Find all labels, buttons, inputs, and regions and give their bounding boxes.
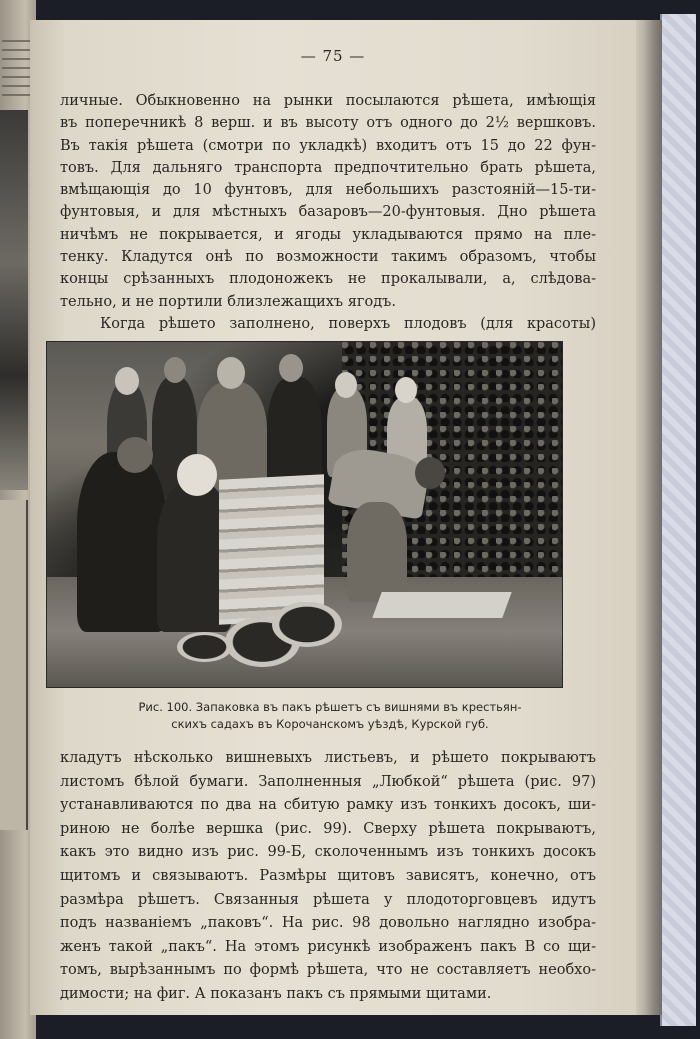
photo-person-head (395, 377, 417, 403)
photo-woman-crouching (77, 452, 167, 632)
photo-basket-cherries (272, 602, 342, 647)
left-page-drawing-fragment (0, 500, 28, 830)
photo-person-head (164, 357, 186, 383)
text-line: фунтовыя, и для мѣстныхъ базаровъ—20-фунтовыя. Дно рѣшета (60, 204, 596, 221)
text-line: кладутъ нѣсколько вишневыхъ листьевъ, и рѣшето покрываютъ (60, 750, 596, 766)
figure-photo (46, 341, 563, 688)
photo-person-head (117, 437, 153, 473)
text-line: димости; на фиг. А показанъ пакъ съ прямыми щитами. (60, 985, 492, 1002)
photo-basket (177, 632, 232, 662)
text-line: томъ, вырѣзаннымъ по формѣ рѣшета, что не составляетъ необхо- (60, 962, 596, 979)
text-line: въ поперечникѣ 8 верш. и въ высоту отъ одного до 2½ вершковъ. (60, 115, 596, 132)
book-cover-edge (660, 14, 696, 1026)
text-line: устанавливаются по два на сбитую рамку изъ тонкихъ досокъ, ши- (60, 797, 596, 814)
text-line: подъ названіемъ „паковъ“. На рис. 98 довольно наглядно изобра- (60, 915, 596, 932)
text-line: вмѣщающія до 10 фунтовъ, для небольшихъ разстояній—15-ти- (60, 182, 596, 199)
text-line: риною не болѣе вершка (рис. 99). Сверху рѣшета покрываютъ, (60, 820, 596, 837)
text-line: размѣра рѣшетъ. Связанныя рѣшета у плодоторговцевъ идутъ (60, 891, 596, 908)
text-line: листомъ бѣлой бумаги. Заполненныя „Любкой“ рѣшета (рис. 97) (60, 773, 596, 790)
book-page (30, 20, 636, 1015)
text-line: концы срѣзанныхъ плодоножекъ не прокалывали, а, слѣдова- (60, 271, 596, 288)
second-paragraph-start: Когда рѣшето заполнено, поверхъ плодовъ (для красоты) (100, 315, 596, 332)
photo-headscarf (177, 454, 217, 496)
figure-caption (70, 699, 590, 733)
text-line: ничѣмъ не покрывается, и ягоды укладываются прямо на плe- (60, 226, 596, 243)
photo-paper-sheet (372, 592, 511, 618)
photo-person-head (279, 354, 303, 382)
page-number: — 75 — (300, 47, 366, 65)
photo-person-head (335, 372, 357, 398)
bottom-paragraph (60, 747, 596, 1007)
text-line: товъ. Для дальняго транспорта предпочтительно брать рѣшета, (60, 159, 596, 176)
text-line: Въ такія рѣшета (смотри по укладкѣ) входитъ отъ 15 до 22 фун- (60, 137, 596, 154)
photo-person-head (217, 357, 245, 389)
top-paragraph (60, 90, 596, 335)
page-edges (632, 20, 662, 1015)
text-line: тенку. Кладутся онѣ по возможности такимъ образомъ, чтобы (60, 249, 596, 266)
photo-man-legs (347, 502, 407, 602)
text-line: какъ это видно изъ рис. 99-Б, сколоченнымъ изъ тонкихъ досокъ (60, 844, 596, 861)
left-page-text-fragment (2, 40, 32, 100)
text-line: тельно, и не портили близлежащихъ ягодъ. (60, 293, 396, 310)
photo-person-head (415, 457, 445, 489)
caption-line: скихъ садахъ въ Корочанскомъ уѣздѣ, Курской губ. (171, 717, 489, 731)
left-page-photo-fragment (0, 110, 28, 490)
text-line: женъ такой „пакъ“. На этомъ рисункѣ изображенъ пакъ В со щи- (60, 938, 596, 955)
text-line: щитомъ и связываютъ. Размѣры щитовъ зависятъ, конечно, отъ (60, 867, 596, 884)
photo-person-head (115, 367, 139, 395)
text-line: личные. Обыкновенно на рынки посылаются рѣшета, имѣющія (60, 93, 596, 109)
caption-line: Рис. 100. Запаковка въ пакъ рѣшетъ съ вишнями въ крестьян- (138, 700, 522, 714)
